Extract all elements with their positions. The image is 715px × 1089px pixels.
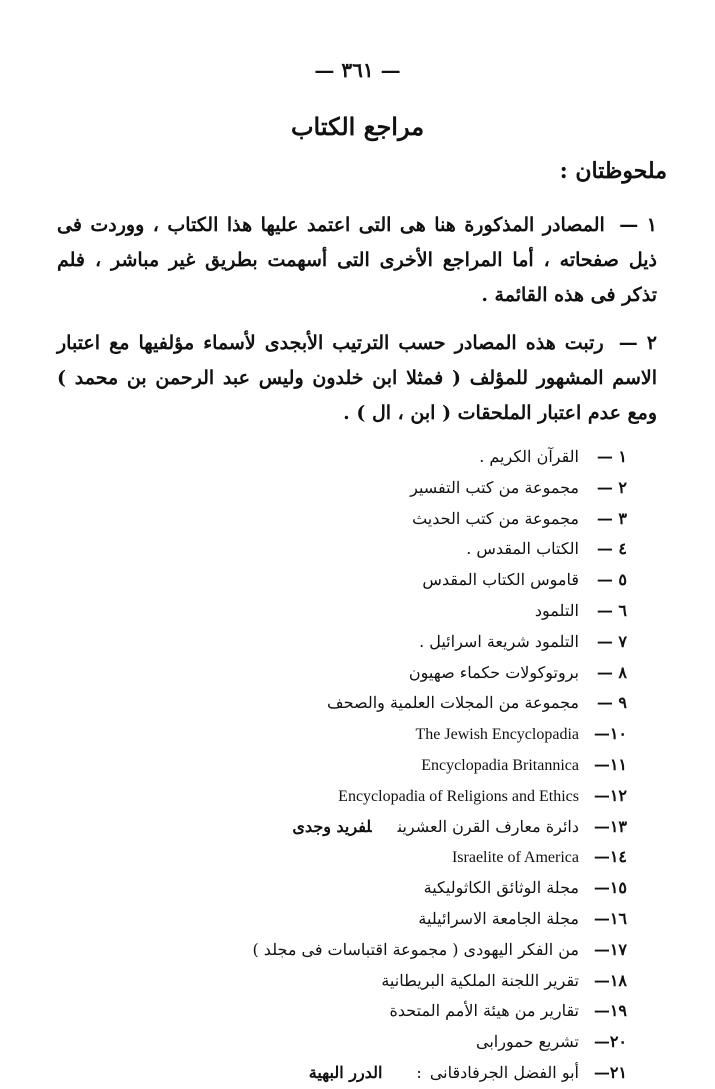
reference-number: ١٠—	[593, 724, 627, 744]
reference-title: بروتوكولات حكماء صهيون	[408, 662, 579, 682]
reference-separator: :	[416, 1062, 422, 1082]
reference-item	[87, 873, 627, 904]
reference-title: مجلة الوثائق الكاثوليكية	[423, 878, 579, 898]
reference-title: تقارير من هيئة الأمم المتحدة	[389, 1001, 579, 1021]
notes-heading: ملحوظتان :	[559, 158, 667, 184]
reference-item	[87, 812, 627, 843]
reference-extra: لفريد وجدى	[292, 816, 372, 836]
reference-item	[87, 935, 627, 966]
note-paragraph-2	[57, 326, 657, 431]
reference-title: تشريع حمورابى	[476, 1032, 579, 1052]
note-paragraph-1	[57, 208, 657, 313]
reference-number: ٥ —	[596, 570, 627, 590]
reference-item	[87, 1027, 627, 1058]
reference-title: مجلة الجامعة الاسرائيلية	[418, 908, 579, 928]
reference-item	[87, 688, 627, 719]
reference-title: Encyclopadia of Religions and Ethics	[338, 787, 579, 805]
reference-number: ١٨—	[593, 970, 627, 990]
reference-item	[87, 719, 627, 750]
reference-title: القرآن الكريم .	[479, 447, 579, 466]
references-list	[87, 442, 627, 1089]
reference-item	[87, 750, 627, 781]
reference-title: مجموعة من المجلات العلمية والصحف	[327, 693, 579, 713]
reference-number: ٦ —	[596, 600, 627, 620]
reference-number: ١٩—	[593, 1001, 627, 1021]
reference-item	[87, 842, 627, 873]
reference-number: ٤ —	[596, 539, 627, 559]
reference-item	[87, 904, 627, 935]
reference-item	[87, 504, 627, 535]
reference-number: ١٧—	[593, 939, 627, 959]
note-text: المصادر المذكورة هنا هى التى اعتمد عليها هذا الكتاب ، ووردت فى ذيل صفحاته ، أما المراجع الأخرى التى أسهمت بطريق غير مباشر ، فلم تذكر فى هذه القائمة .	[57, 214, 657, 306]
page-number: — ٣٦١ —	[314, 58, 401, 82]
reference-number: ٣ —	[596, 508, 627, 528]
reference-item	[87, 627, 627, 658]
reference-title: دائرة معارف القرن العشرين	[397, 816, 579, 836]
reference-number: ٩ —	[596, 693, 627, 713]
reference-item	[87, 534, 627, 565]
reference-item	[87, 966, 627, 997]
reference-item	[87, 565, 627, 596]
reference-item	[87, 596, 627, 627]
note-text: رتبت هذه المصادر حسب الترتيب الأبجدى لأسماء مؤلفيها مع اعتبار الاسم المشهور للمؤلف ( فمثلا ابن خلدون وليس عبد الرحمن بن محمد ) ومع عدم اعتبار الملحقات ( ابن ، ال ) .	[57, 332, 657, 424]
note-number: ١ —	[619, 214, 657, 236]
reference-number: ١٢—	[593, 785, 627, 805]
reference-extra: الدرر البهية	[308, 1062, 383, 1082]
reference-number: ٢١—	[593, 1062, 627, 1082]
reference-number: ١١—	[593, 754, 627, 774]
reference-item	[87, 996, 627, 1027]
reference-item	[87, 1058, 627, 1089]
reference-number: ٨ —	[596, 662, 627, 682]
reference-title: التلمود	[534, 600, 579, 620]
reference-item	[87, 658, 627, 689]
reference-number: ٢ —	[596, 477, 627, 497]
reference-item	[87, 442, 627, 473]
reference-title: مجموعة من كتب التفسير	[410, 477, 579, 497]
reference-number: ٧ —	[596, 631, 627, 651]
note-number: ٢ —	[618, 332, 658, 354]
reference-title: التلمود شريعة اسرائيل .	[419, 631, 579, 651]
reference-title: قاموس الكتاب المقدس	[422, 570, 579, 590]
reference-number: ١٥—	[593, 878, 627, 898]
reference-title: الكتاب المقدس .	[466, 539, 579, 559]
page-title: مراجع الكتاب	[290, 112, 425, 141]
reference-title: تقرير اللجنة الملكية البريطانية	[381, 970, 579, 990]
reference-item	[87, 473, 627, 504]
reference-title: مجموعة من كتب الحديث	[412, 508, 579, 528]
reference-title: من الفكر اليهودى ( مجموعة اقتباسات فى مجلد )	[252, 939, 579, 959]
reference-title: Israelite of America	[451, 849, 579, 867]
reference-item	[87, 781, 627, 812]
reference-number: ١ —	[596, 447, 627, 466]
reference-title: The Jewish Encyclopadia	[415, 726, 579, 744]
reference-number: ٢٠—	[593, 1032, 627, 1052]
reference-number: ١٦—	[593, 908, 627, 928]
reference-number: ١٤—	[593, 847, 627, 867]
reference-number: ١٣—	[593, 816, 627, 836]
reference-title: أبو الفضل الجرفادقانى	[429, 1062, 579, 1082]
reference-title: Encyclopadia Britannica	[421, 756, 579, 774]
